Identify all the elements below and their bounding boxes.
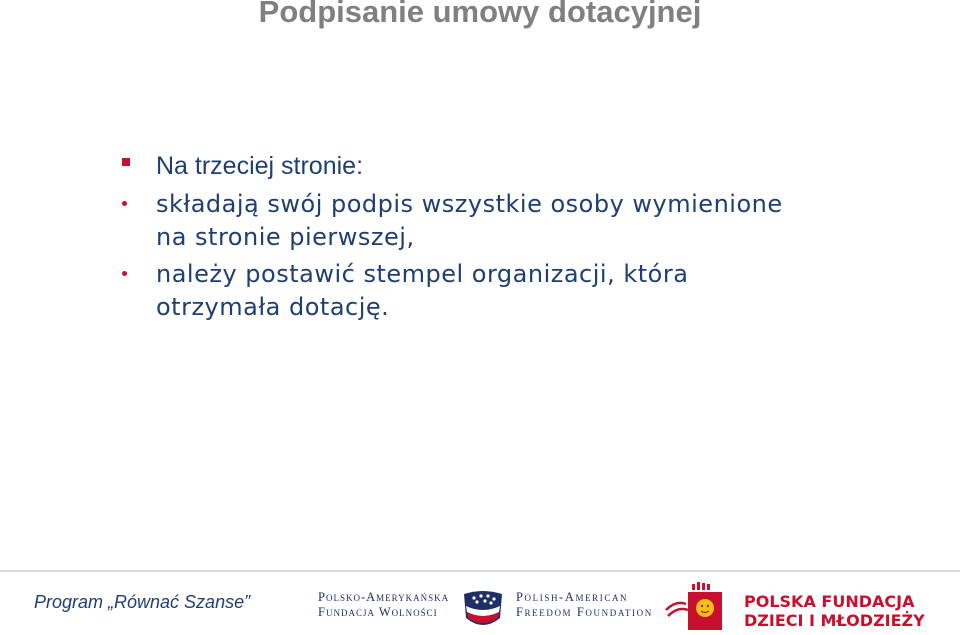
section-heading: [118, 150, 898, 184]
list-item-line: składają swój podpis wszystkie osoby wymienione: [156, 190, 783, 218]
footer-divider: [0, 570, 960, 572]
dot-bullet-icon: [122, 201, 127, 206]
footer-program-name: Program „Równać Szanse”: [34, 592, 251, 612]
paff-logo-text: [516, 590, 653, 620]
paff-line: Polish-American: [516, 590, 629, 604]
heading-text: Na trzeciej stronie:: [156, 152, 364, 180]
list-item: [118, 188, 898, 254]
paff-line: Freedom Foundation: [516, 605, 653, 619]
list-item-line: na stronie pierwszej,: [156, 223, 415, 251]
list-item-line: otrzymała dotację.: [156, 293, 390, 321]
pafw-logo-text: [318, 590, 449, 620]
flag-logo-icon: [460, 588, 506, 630]
pfdm-logo-text: [744, 592, 925, 630]
slide-title: Podpisanie umowy dotacyjnej: [258, 0, 702, 29]
square-bullet-icon: [122, 158, 130, 166]
list-item: [118, 258, 898, 324]
pafw-line: Polsko-Amerykańska: [318, 590, 450, 604]
pafw-line: Fundacja Wolności: [318, 605, 438, 619]
slide-content: [118, 150, 898, 324]
pfdm-line: POLSKA FUNDACJA: [744, 592, 915, 611]
dot-bullet-icon: [122, 271, 127, 276]
pfdm-line: DZIECI I MŁODZIEŻY: [744, 611, 925, 630]
list-item-line: należy postawić stempel organizacji, która: [156, 260, 689, 288]
pfdm-logo-icon: [664, 580, 740, 632]
